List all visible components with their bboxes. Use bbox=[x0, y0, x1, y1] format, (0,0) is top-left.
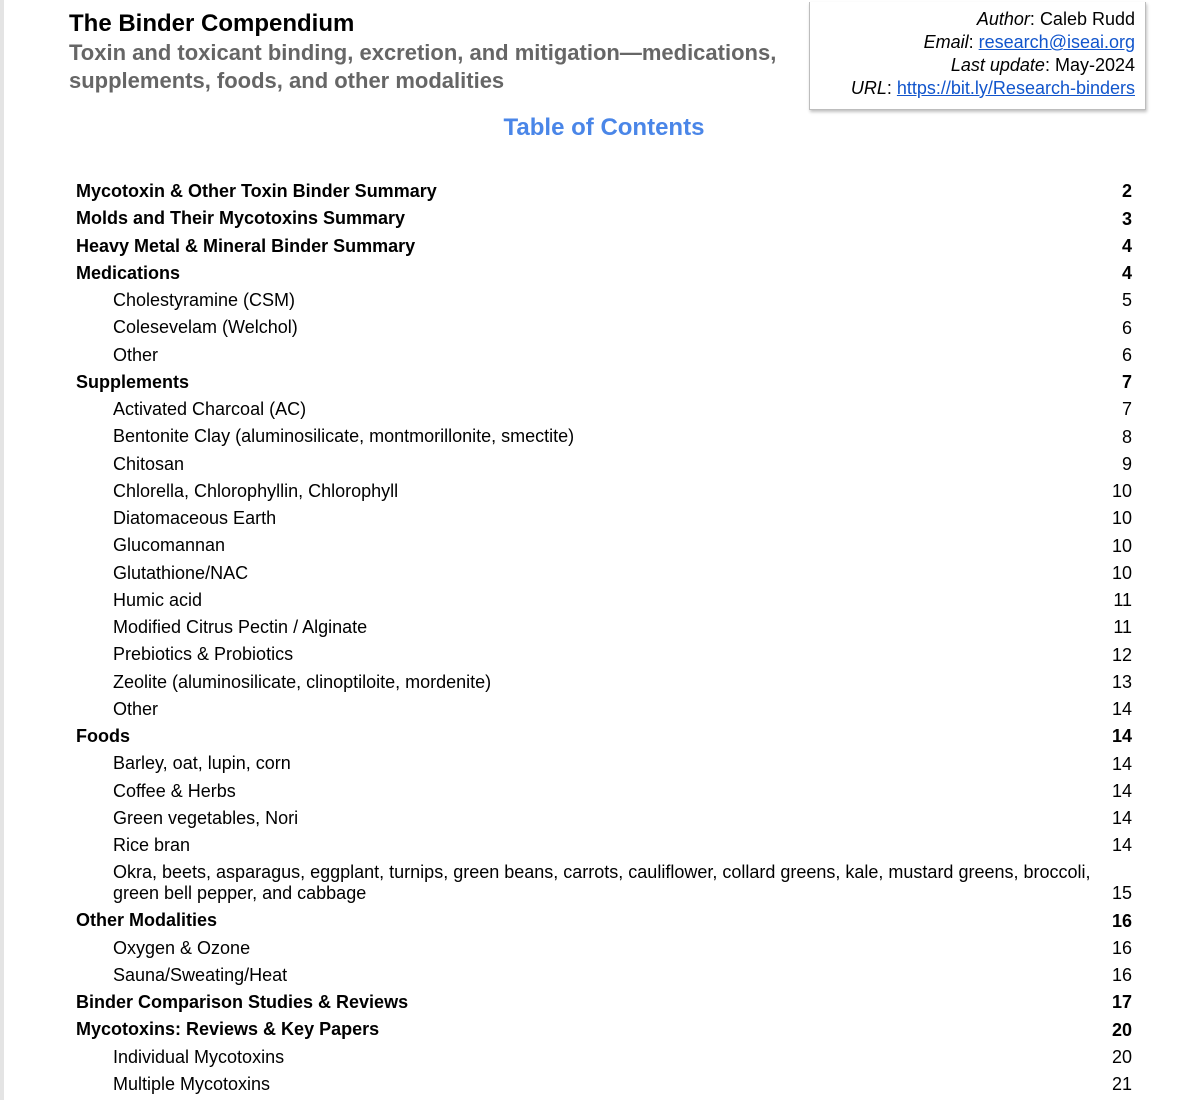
table-of-contents bbox=[76, 178, 1132, 1098]
toc-entry-title[interactable]: Modified Citrus Pectin / Alginate bbox=[113, 617, 368, 637]
toc-section-entry[interactable] bbox=[76, 907, 1132, 934]
last-update-label: Last update bbox=[950, 55, 1045, 75]
email-link[interactable]: research@iseai.org bbox=[978, 32, 1135, 52]
toc-page-number[interactable]: 4 bbox=[1121, 263, 1132, 283]
toc-section-entry[interactable] bbox=[76, 369, 1132, 396]
toc-page-number[interactable]: 8 bbox=[1121, 426, 1132, 447]
toc-entry-title[interactable]: Bentonite Clay (aluminosilicate, montmorillonite, smectite) bbox=[113, 426, 575, 447]
toc-entry-title[interactable]: Chlorella, Chlorophyllin, Chlorophyll bbox=[113, 480, 399, 501]
toc-page-number[interactable]: 12 bbox=[1111, 644, 1132, 665]
toc-entry-title[interactable]: Sauna/Sweating/Heat bbox=[113, 964, 288, 985]
toc-subsection-entry[interactable] bbox=[76, 287, 1132, 314]
toc-page-number[interactable]: 14 bbox=[1111, 835, 1132, 856]
toc-subsection-entry[interactable] bbox=[76, 423, 1132, 450]
toc-page-number[interactable]: 20 bbox=[1111, 1019, 1132, 1040]
toc-subsection-entry[interactable] bbox=[76, 832, 1132, 859]
toc-section-entry[interactable] bbox=[76, 260, 1132, 287]
page-edge bbox=[0, 0, 4, 1100]
toc-section-entry[interactable] bbox=[76, 205, 1132, 232]
toc-subsection-entry[interactable] bbox=[76, 1071, 1132, 1098]
toc-entry-title[interactable]: Other bbox=[113, 698, 159, 719]
toc-page-number[interactable]: 14 bbox=[1111, 780, 1132, 801]
toc-entry-title[interactable]: Foods bbox=[76, 726, 130, 746]
email-label: Email bbox=[923, 32, 969, 52]
toc-entry-title[interactable]: Heavy Metal & Mineral Binder Summary bbox=[76, 235, 416, 256]
toc-page-number[interactable]: 6 bbox=[1121, 317, 1132, 338]
toc-subsection-entry[interactable] bbox=[76, 505, 1132, 532]
toc-subsection-entry[interactable] bbox=[76, 451, 1132, 478]
toc-subsection-entry[interactable] bbox=[76, 396, 1132, 423]
toc-subsection-entry[interactable] bbox=[76, 1044, 1132, 1071]
toc-page-number[interactable]: 17 bbox=[1111, 992, 1132, 1013]
toc-entry-title[interactable]: Oxygen & Ozone bbox=[113, 937, 251, 958]
author-line: Author: Caleb Rudd bbox=[976, 9, 1135, 29]
toc-entry-title[interactable]: Colesevelam (Welchol) bbox=[113, 317, 298, 338]
toc-subsection-entry[interactable] bbox=[76, 532, 1132, 559]
toc-entry-title[interactable]: Green vegetables, Nori bbox=[113, 807, 299, 828]
toc-section-entry[interactable] bbox=[76, 989, 1132, 1016]
toc-entry-title[interactable]: Individual Mycotoxins bbox=[113, 1046, 285, 1067]
toc-subsection-entry[interactable] bbox=[76, 478, 1132, 505]
toc-subsection-entry[interactable] bbox=[76, 962, 1132, 989]
toc-section-entry[interactable] bbox=[76, 723, 1132, 750]
toc-entry-title[interactable]: Supplements bbox=[76, 371, 190, 392]
toc-page-number[interactable]: 16 bbox=[1111, 937, 1132, 958]
toc-subsection-entry[interactable] bbox=[76, 778, 1132, 805]
toc-page-number[interactable]: 20 bbox=[1111, 1046, 1132, 1067]
toc-entry-title[interactable]: Cholestyramine (CSM) bbox=[113, 290, 296, 310]
toc-page-number[interactable]: 7 bbox=[1121, 399, 1132, 420]
toc-entry-title[interactable]: Diatomaceous Earth bbox=[113, 508, 277, 528]
toc-subsection-entry[interactable] bbox=[76, 614, 1132, 641]
toc-entry-title[interactable]: Molds and Their Mycotoxins Summary bbox=[76, 208, 406, 229]
toc-page-number[interactable]: 3 bbox=[1121, 208, 1132, 229]
toc-entry-title[interactable]: Chitosan bbox=[113, 453, 185, 474]
toc-page-number[interactable]: 15 bbox=[1111, 883, 1132, 904]
toc-page-number[interactable]: 11 bbox=[1113, 590, 1132, 610]
toc-page-number[interactable]: 14 bbox=[1111, 753, 1132, 774]
url-label: URL bbox=[850, 78, 887, 98]
toc-section-entry[interactable] bbox=[76, 233, 1132, 260]
toc-subsection-entry[interactable] bbox=[76, 696, 1132, 723]
toc-subsection-entry[interactable] bbox=[76, 805, 1132, 832]
toc-subsection-entry[interactable] bbox=[76, 641, 1132, 668]
toc-subsection-entry[interactable] bbox=[76, 587, 1132, 614]
toc-page-number[interactable]: 14 bbox=[1111, 699, 1132, 719]
toc-entry-title[interactable]: Rice bran bbox=[113, 835, 191, 855]
toc-entry-title[interactable]: Humic acid bbox=[113, 589, 203, 610]
toc-entry-title[interactable]: Other Modalities bbox=[76, 910, 218, 931]
toc-heading: Table of Contents bbox=[503, 114, 705, 141]
toc-entry-title[interactable]: Activated Charcoal (AC) bbox=[113, 399, 307, 419]
toc-page-number[interactable]: 5 bbox=[1121, 290, 1132, 311]
toc-page-number[interactable]: 14 bbox=[1111, 808, 1132, 828]
toc-entry-title[interactable]: Mycotoxins: Reviews & Key Papers bbox=[76, 1019, 380, 1040]
toc-page-number[interactable]: 10 bbox=[1111, 481, 1132, 501]
toc-page-number[interactable]: 10 bbox=[1111, 562, 1132, 583]
toc-page-number[interactable]: 13 bbox=[1111, 671, 1132, 692]
toc-entry-title[interactable]: Prebiotics & Probiotics bbox=[113, 644, 294, 665]
toc-entry-title[interactable]: Okra, beets, asparagus, eggplant, turnips, green beans, carrots, cauliflower, collard greens, kale, mustard greens, broccoli, green bell pepper, and cabbage bbox=[113, 862, 1091, 904]
metadata-box bbox=[809, 2, 1146, 110]
toc-section-entry[interactable] bbox=[76, 178, 1132, 205]
toc-subsection-entry[interactable] bbox=[76, 859, 1132, 907]
toc-page-number[interactable]: 9 bbox=[1121, 453, 1132, 474]
last-update-value: May-2024 bbox=[1054, 55, 1135, 75]
toc-subsection-entry[interactable] bbox=[76, 750, 1132, 777]
toc-entry-title[interactable]: Barley, oat, lupin, corn bbox=[113, 753, 291, 774]
last-update-line: Last update: May-2024 bbox=[950, 55, 1135, 75]
toc-subsection-entry[interactable] bbox=[76, 342, 1132, 369]
toc-page-number[interactable]: 14 bbox=[1111, 726, 1132, 747]
toc-entry-title[interactable]: Other bbox=[113, 344, 159, 365]
toc-page-number[interactable]: 16 bbox=[1111, 965, 1132, 985]
author-label: Author bbox=[976, 9, 1030, 29]
document-title: The Binder Compendium bbox=[69, 10, 355, 37]
toc-entry-title[interactable]: Multiple Mycotoxins bbox=[113, 1073, 271, 1094]
toc-page-number[interactable]: 21 bbox=[1111, 1074, 1132, 1094]
toc-page-number[interactable]: 10 bbox=[1111, 535, 1132, 556]
toc-page-number[interactable]: 4 bbox=[1121, 235, 1132, 256]
toc-page-number[interactable]: 7 bbox=[1121, 372, 1132, 392]
toc-page-number[interactable]: 2 bbox=[1121, 181, 1132, 202]
toc-subsection-entry[interactable] bbox=[76, 560, 1132, 587]
toc-page-number[interactable]: 16 bbox=[1111, 910, 1132, 931]
toc-page-number[interactable]: 6 bbox=[1121, 344, 1132, 365]
document-subtitle: Toxin and toxicant binding, excretion, and mitigation—medications, supplements, foods, and other modalities bbox=[69, 40, 777, 93]
toc-section-entry[interactable] bbox=[76, 1016, 1132, 1043]
email-line: Email: research@iseai.org bbox=[923, 32, 1135, 52]
toc-entry-title[interactable]: Glutathione/NAC bbox=[113, 562, 249, 583]
toc-entry-title[interactable]: Coffee & Herbs bbox=[113, 780, 236, 801]
author-value: Caleb Rudd bbox=[1039, 9, 1135, 29]
toc-page-number[interactable]: 11 bbox=[1113, 617, 1132, 638]
toc-entry-title[interactable]: Glucomannan bbox=[113, 535, 226, 556]
toc-subsection-entry[interactable] bbox=[76, 669, 1132, 696]
url-line: URL: https://bit.ly/Research-binders bbox=[850, 78, 1135, 98]
toc-entry-title[interactable]: Binder Comparison Studies & Reviews bbox=[76, 992, 409, 1012]
toc-entry-title[interactable]: Medications bbox=[76, 262, 181, 283]
toc-page-number[interactable]: 10 bbox=[1111, 508, 1132, 529]
toc-subsection-entry[interactable] bbox=[76, 314, 1132, 341]
toc-entry-title[interactable]: Zeolite (aluminosilicate, clinoptiloite, mordenite) bbox=[113, 671, 492, 692]
url-link[interactable]: https://bit.ly/Research-binders bbox=[896, 78, 1135, 98]
toc-subsection-entry[interactable] bbox=[76, 935, 1132, 962]
toc-entry-title[interactable]: Mycotoxin & Other Toxin Binder Summary bbox=[76, 181, 437, 201]
